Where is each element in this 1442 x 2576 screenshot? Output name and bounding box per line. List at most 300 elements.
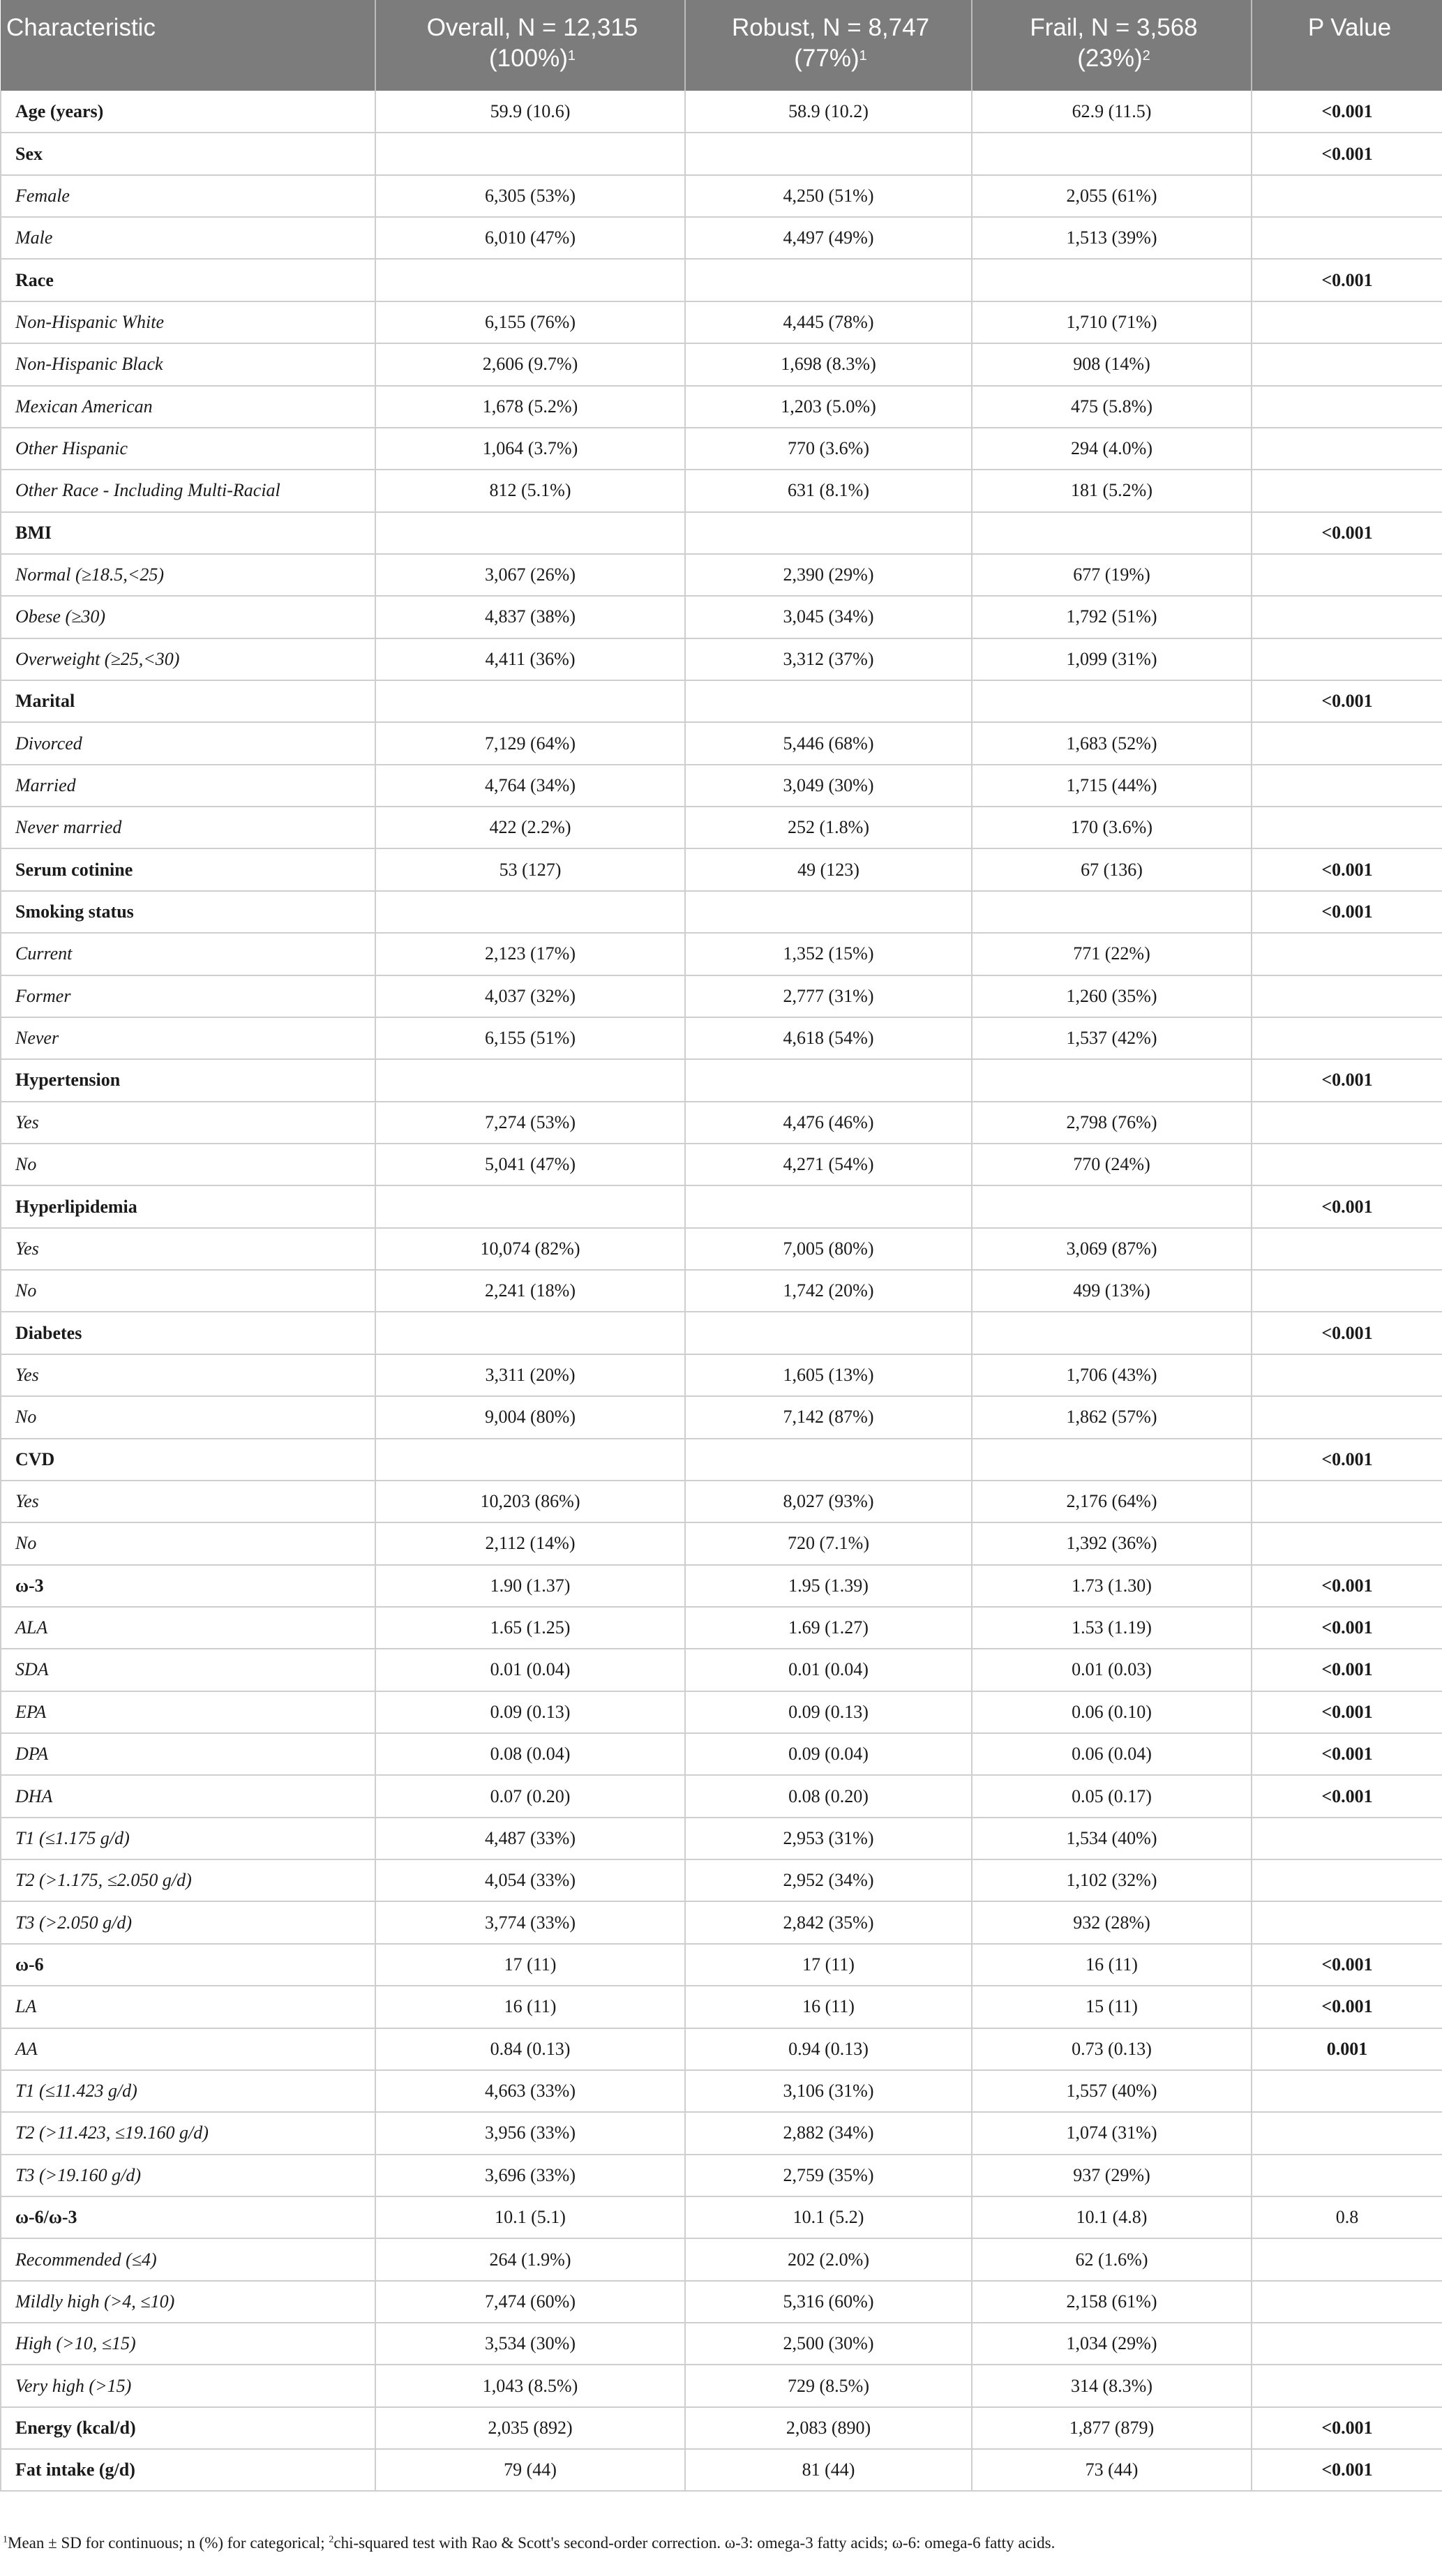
- cell-robust: 1,203 (5.0%): [685, 386, 972, 428]
- table-row: [1, 2281, 1442, 2323]
- cell-pvalue: <0.001: [1252, 1439, 1442, 1481]
- table-row: [1, 1607, 1442, 1649]
- cell-robust: [685, 1185, 972, 1227]
- row-label: Non-Hispanic Black: [1, 343, 375, 385]
- cell-overall: [375, 1439, 685, 1481]
- cell-frail: [972, 512, 1252, 554]
- cell-frail: [972, 133, 1252, 174]
- cell-robust: 2,777 (31%): [685, 975, 972, 1017]
- table-row: [1, 301, 1442, 343]
- row-label: Yes: [1, 1481, 375, 1522]
- cell-frail: 1,513 (39%): [972, 217, 1252, 259]
- row-label: Yes: [1, 1102, 375, 1144]
- cell-pvalue: <0.001: [1252, 259, 1442, 301]
- cell-overall: 4,764 (34%): [375, 765, 685, 807]
- table-row: [1, 765, 1442, 807]
- cell-robust: 2,842 (35%): [685, 1901, 972, 1943]
- table-row: [1, 1144, 1442, 1185]
- row-label: ω-3: [1, 1565, 375, 1607]
- row-label: No: [1, 1270, 375, 1312]
- table-row: [1, 386, 1442, 428]
- cell-pvalue: 0.001: [1252, 2028, 1442, 2070]
- table-row: [1, 2323, 1442, 2365]
- cell-overall: 4,054 (33%): [375, 1859, 685, 1901]
- cell-robust: 720 (7.1%): [685, 1522, 972, 1564]
- cell-overall: 6,155 (51%): [375, 1017, 685, 1059]
- cell-overall: 3,534 (30%): [375, 2323, 685, 2365]
- cell-robust: 2,759 (35%): [685, 2155, 972, 2196]
- cell-robust: 3,049 (30%): [685, 765, 972, 807]
- cell-pvalue: <0.001: [1252, 1059, 1442, 1101]
- row-label: DPA: [1, 1733, 375, 1775]
- row-label: BMI: [1, 512, 375, 554]
- cell-frail: [972, 1312, 1252, 1354]
- table-row: [1, 1312, 1442, 1354]
- cell-robust: 1.69 (1.27): [685, 1607, 972, 1649]
- cell-frail: 1,260 (35%): [972, 975, 1252, 1017]
- table-row: [1, 512, 1442, 554]
- row-label: Yes: [1, 1228, 375, 1270]
- cell-frail: [972, 1185, 1252, 1227]
- table-row: [1, 680, 1442, 722]
- cell-robust: 4,497 (49%): [685, 217, 972, 259]
- cell-frail: 2,158 (61%): [972, 2281, 1252, 2323]
- row-label: DHA: [1, 1775, 375, 1817]
- cell-pvalue: [1252, 2155, 1442, 2196]
- cell-frail: 181 (5.2%): [972, 470, 1252, 511]
- cell-overall: 10,203 (86%): [375, 1481, 685, 1522]
- table-row: [1, 259, 1442, 301]
- cell-frail: 73 (44): [972, 2449, 1252, 2491]
- cell-pvalue: <0.001: [1252, 848, 1442, 890]
- cell-frail: 677 (19%): [972, 554, 1252, 596]
- cell-frail: 0.01 (0.03): [972, 1649, 1252, 1691]
- cell-overall: 9,004 (80%): [375, 1396, 685, 1438]
- cell-frail: 2,798 (76%): [972, 1102, 1252, 1144]
- cell-overall: [375, 259, 685, 301]
- cell-frail: 1,534 (40%): [972, 1818, 1252, 1859]
- row-label: Hyperlipidemia: [1, 1185, 375, 1227]
- header-frail-sup: 2: [1142, 48, 1150, 63]
- row-label: AA: [1, 2028, 375, 2070]
- table-row: [1, 638, 1442, 680]
- cell-frail: 1.53 (1.19): [972, 1607, 1252, 1649]
- cell-pvalue: [1252, 933, 1442, 975]
- row-label: Race: [1, 259, 375, 301]
- cell-overall: 422 (2.2%): [375, 807, 685, 848]
- table-row: [1, 470, 1442, 511]
- header-robust: [685, 0, 972, 91]
- cell-frail: 0.06 (0.04): [972, 1733, 1252, 1775]
- cell-pvalue: [1252, 386, 1442, 428]
- cell-overall: 10.1 (5.1): [375, 2196, 685, 2238]
- row-label: Recommended (≤4): [1, 2238, 375, 2280]
- cell-overall: 2,035 (892): [375, 2407, 685, 2449]
- row-label: Overweight (≥25,<30): [1, 638, 375, 680]
- cell-overall: 7,474 (60%): [375, 2281, 685, 2323]
- row-label: LA: [1, 1986, 375, 2028]
- table-row: [1, 1944, 1442, 1986]
- cell-robust: [685, 512, 972, 554]
- cell-pvalue: [1252, 1522, 1442, 1564]
- cell-pvalue: [1252, 175, 1442, 217]
- table-row: [1, 1102, 1442, 1144]
- table-row: [1, 2112, 1442, 2154]
- cell-robust: 0.08 (0.20): [685, 1775, 972, 1817]
- row-label: Never: [1, 1017, 375, 1059]
- cell-robust: [685, 1059, 972, 1101]
- cell-overall: 2,606 (9.7%): [375, 343, 685, 385]
- table-row: [1, 2028, 1442, 2070]
- row-label: Normal (≥18.5,<25): [1, 554, 375, 596]
- cell-pvalue: [1252, 1818, 1442, 1859]
- table-row: [1, 596, 1442, 638]
- cell-robust: 1,698 (8.3%): [685, 343, 972, 385]
- row-label: Serum cotinine: [1, 848, 375, 890]
- cell-pvalue: [1252, 2281, 1442, 2323]
- cell-frail: [972, 259, 1252, 301]
- table-row: [1, 2238, 1442, 2280]
- row-label: Other Hispanic: [1, 428, 375, 470]
- cell-frail: 1,683 (52%): [972, 722, 1252, 764]
- table-row: [1, 1439, 1442, 1481]
- cell-robust: 7,142 (87%): [685, 1396, 972, 1438]
- cell-robust: 3,045 (34%): [685, 596, 972, 638]
- table-row: [1, 1354, 1442, 1396]
- cell-overall: 3,774 (33%): [375, 1901, 685, 1943]
- table-row: [1, 933, 1442, 975]
- cell-robust: 4,250 (51%): [685, 175, 972, 217]
- cell-overall: 0.84 (0.13): [375, 2028, 685, 2070]
- row-label: T1 (≤11.423 g/d): [1, 2070, 375, 2112]
- cell-overall: 17 (11): [375, 1944, 685, 1986]
- cell-pvalue: <0.001: [1252, 1944, 1442, 1986]
- cell-overall: 4,487 (33%): [375, 1818, 685, 1859]
- cell-overall: 1,678 (5.2%): [375, 386, 685, 428]
- cell-frail: 0.05 (0.17): [972, 1775, 1252, 1817]
- table-row: [1, 1775, 1442, 1817]
- cell-frail: 771 (22%): [972, 933, 1252, 975]
- row-label: T3 (>19.160 g/d): [1, 2155, 375, 2196]
- cell-frail: [972, 891, 1252, 933]
- table-row: [1, 1649, 1442, 1691]
- cell-overall: 7,274 (53%): [375, 1102, 685, 1144]
- cell-frail: 1,099 (31%): [972, 638, 1252, 680]
- cell-pvalue: <0.001: [1252, 91, 1442, 133]
- cell-overall: 264 (1.9%): [375, 2238, 685, 2280]
- cell-pvalue: [1252, 596, 1442, 638]
- cell-robust: 0.09 (0.13): [685, 1691, 972, 1733]
- table-row: [1, 891, 1442, 933]
- row-label: Non-Hispanic White: [1, 301, 375, 343]
- table-row: [1, 2155, 1442, 2196]
- cell-pvalue: [1252, 1270, 1442, 1312]
- header-overall: [375, 0, 685, 91]
- cell-robust: 3,106 (31%): [685, 2070, 972, 2112]
- row-label: Sex: [1, 133, 375, 174]
- cell-robust: 17 (11): [685, 1944, 972, 1986]
- cell-frail: 314 (8.3%): [972, 2365, 1252, 2406]
- table-row: [1, 1059, 1442, 1101]
- row-label: Married: [1, 765, 375, 807]
- row-label: Divorced: [1, 722, 375, 764]
- footnote-sup1: 1: [3, 2534, 8, 2545]
- cell-robust: 1,352 (15%): [685, 933, 972, 975]
- row-label: Female: [1, 175, 375, 217]
- cell-frail: 10.1 (4.8): [972, 2196, 1252, 2238]
- cell-overall: 59.9 (10.6): [375, 91, 685, 133]
- cell-frail: 0.73 (0.13): [972, 2028, 1252, 2070]
- cell-robust: 2,083 (890): [685, 2407, 972, 2449]
- cell-pvalue: <0.001: [1252, 1607, 1442, 1649]
- cell-overall: 3,067 (26%): [375, 554, 685, 596]
- table-row: [1, 2070, 1442, 2112]
- table-row: [1, 1270, 1442, 1312]
- cell-robust: 8,027 (93%): [685, 1481, 972, 1522]
- row-label: T1 (≤1.175 g/d): [1, 1818, 375, 1859]
- cell-overall: 0.07 (0.20): [375, 1775, 685, 1817]
- header-overall-line1: Overall, N = 12,315: [426, 14, 638, 41]
- cell-overall: 3,956 (33%): [375, 2112, 685, 2154]
- row-label: Mexican American: [1, 386, 375, 428]
- table-row: [1, 2407, 1442, 2449]
- table-body: [1, 91, 1442, 2491]
- cell-pvalue: [1252, 1017, 1442, 1059]
- row-label: T2 (>1.175, ≤2.050 g/d): [1, 1859, 375, 1901]
- cell-frail: 1,537 (42%): [972, 1017, 1252, 1059]
- cell-pvalue: <0.001: [1252, 133, 1442, 174]
- cell-pvalue: <0.001: [1252, 1691, 1442, 1733]
- cell-robust: 5,316 (60%): [685, 2281, 972, 2323]
- table-row: [1, 722, 1442, 764]
- row-label: Diabetes: [1, 1312, 375, 1354]
- cell-frail: 770 (24%): [972, 1144, 1252, 1185]
- row-label: Marital: [1, 680, 375, 722]
- row-label: T3 (>2.050 g/d): [1, 1901, 375, 1943]
- cell-frail: 1,706 (43%): [972, 1354, 1252, 1396]
- header-frail: [972, 0, 1252, 91]
- cell-overall: 4,411 (36%): [375, 638, 685, 680]
- cell-overall: 10,074 (82%): [375, 1228, 685, 1270]
- row-label: Energy (kcal/d): [1, 2407, 375, 2449]
- row-label: High (>10, ≤15): [1, 2323, 375, 2365]
- cell-pvalue: [1252, 2238, 1442, 2280]
- cell-robust: 2,882 (34%): [685, 2112, 972, 2154]
- table-row: [1, 1901, 1442, 1943]
- cell-robust: 3,312 (37%): [685, 638, 972, 680]
- cell-overall: 1,043 (8.5%): [375, 2365, 685, 2406]
- cell-pvalue: [1252, 428, 1442, 470]
- cell-pvalue: [1252, 722, 1442, 764]
- cell-frail: 1,557 (40%): [972, 2070, 1252, 2112]
- cell-robust: 2,500 (30%): [685, 2323, 972, 2365]
- cell-overall: 2,241 (18%): [375, 1270, 685, 1312]
- cell-pvalue: [1252, 2070, 1442, 2112]
- table-row: [1, 1017, 1442, 1059]
- cell-overall: 3,311 (20%): [375, 1354, 685, 1396]
- table-row: [1, 554, 1442, 596]
- cell-pvalue: [1252, 2112, 1442, 2154]
- table-row: [1, 1228, 1442, 1270]
- cell-pvalue: <0.001: [1252, 1986, 1442, 2028]
- row-label: Age (years): [1, 91, 375, 133]
- cell-overall: [375, 133, 685, 174]
- table-row: [1, 1691, 1442, 1733]
- cell-overall: 0.01 (0.04): [375, 1649, 685, 1691]
- table-row: [1, 133, 1442, 174]
- row-label: Current: [1, 933, 375, 975]
- cell-frail: 499 (13%): [972, 1270, 1252, 1312]
- table-row: [1, 217, 1442, 259]
- cell-pvalue: [1252, 1228, 1442, 1270]
- table-row: [1, 428, 1442, 470]
- cell-pvalue: <0.001: [1252, 891, 1442, 933]
- cell-pvalue: [1252, 1901, 1442, 1943]
- cell-pvalue: [1252, 638, 1442, 680]
- table-row: [1, 1481, 1442, 1522]
- table-row: [1, 807, 1442, 848]
- cell-robust: 2,953 (31%): [685, 1818, 972, 1859]
- cell-pvalue: <0.001: [1252, 1565, 1442, 1607]
- header-frail-line2: (23%): [1077, 45, 1143, 72]
- row-label: ALA: [1, 1607, 375, 1649]
- cell-overall: [375, 891, 685, 933]
- cell-pvalue: <0.001: [1252, 1312, 1442, 1354]
- cell-pvalue: [1252, 807, 1442, 848]
- cell-frail: 1.73 (1.30): [972, 1565, 1252, 1607]
- cell-pvalue: [1252, 765, 1442, 807]
- table-row: [1, 1859, 1442, 1901]
- cell-frail: [972, 1059, 1252, 1101]
- table-header: [1, 0, 1442, 91]
- cell-frail: 170 (3.6%): [972, 807, 1252, 848]
- table-row: [1, 91, 1442, 133]
- cell-pvalue: <0.001: [1252, 512, 1442, 554]
- table-row: [1, 175, 1442, 217]
- cell-robust: [685, 680, 972, 722]
- cell-frail: 1,074 (31%): [972, 2112, 1252, 2154]
- row-label: ω-6: [1, 1944, 375, 1986]
- cell-overall: 5,041 (47%): [375, 1144, 685, 1185]
- cell-overall: 0.09 (0.13): [375, 1691, 685, 1733]
- cell-overall: [375, 1185, 685, 1227]
- cell-pvalue: [1252, 975, 1442, 1017]
- header-overall-line2: (100%): [489, 45, 568, 72]
- cell-overall: [375, 1059, 685, 1101]
- cell-frail: 2,176 (64%): [972, 1481, 1252, 1522]
- header-overall-sup: 1: [567, 48, 576, 63]
- cell-overall: 53 (127): [375, 848, 685, 890]
- cell-robust: 1.95 (1.39): [685, 1565, 972, 1607]
- cell-frail: 1,877 (879): [972, 2407, 1252, 2449]
- cell-overall: 0.08 (0.04): [375, 1733, 685, 1775]
- cell-frail: 475 (5.8%): [972, 386, 1252, 428]
- cell-overall: 6,010 (47%): [375, 217, 685, 259]
- table-row: [1, 2196, 1442, 2238]
- cell-overall: 3,696 (33%): [375, 2155, 685, 2196]
- cell-pvalue: <0.001: [1252, 1185, 1442, 1227]
- cell-robust: [685, 1312, 972, 1354]
- table-row: [1, 343, 1442, 385]
- row-label: SDA: [1, 1649, 375, 1691]
- cell-pvalue: [1252, 1859, 1442, 1901]
- cell-overall: 4,037 (32%): [375, 975, 685, 1017]
- cell-frail: 0.06 (0.10): [972, 1691, 1252, 1733]
- cell-robust: 0.01 (0.04): [685, 1649, 972, 1691]
- cell-robust: 16 (11): [685, 1986, 972, 2028]
- table-row: [1, 1565, 1442, 1607]
- cell-pvalue: <0.001: [1252, 1733, 1442, 1775]
- cell-overall: [375, 1312, 685, 1354]
- row-label: Fat intake (g/d): [1, 2449, 375, 2491]
- cell-pvalue: <0.001: [1252, 1775, 1442, 1817]
- cell-robust: 0.94 (0.13): [685, 2028, 972, 2070]
- header-characteristic: Characteristic: [1, 0, 375, 91]
- cell-pvalue: [1252, 554, 1442, 596]
- cell-frail: 3,069 (87%): [972, 1228, 1252, 1270]
- cell-overall: 1,064 (3.7%): [375, 428, 685, 470]
- row-label: EPA: [1, 1691, 375, 1733]
- cell-pvalue: [1252, 1481, 1442, 1522]
- cell-robust: 2,952 (34%): [685, 1859, 972, 1901]
- footnote-text2: chi-squared test with Rao & Scott's second-order correction. ω-3: omega-3 fatty acids; ω-6: omega-6 fatty acids.: [333, 2534, 1056, 2552]
- cell-pvalue: <0.001: [1252, 1649, 1442, 1691]
- row-label: No: [1, 1396, 375, 1438]
- header-robust-sup: 1: [859, 48, 867, 63]
- table-row: [1, 1396, 1442, 1438]
- cell-robust: 202 (2.0%): [685, 2238, 972, 2280]
- table-row: [1, 848, 1442, 890]
- cell-robust: 2,390 (29%): [685, 554, 972, 596]
- row-label: CVD: [1, 1439, 375, 1481]
- cell-overall: 7,129 (64%): [375, 722, 685, 764]
- cell-overall: [375, 680, 685, 722]
- header-frail-line1: Frail, N = 3,568: [1030, 14, 1198, 41]
- row-label: Other Race - Including Multi-Racial: [1, 470, 375, 511]
- cell-robust: 5,446 (68%): [685, 722, 972, 764]
- table-footnote: [3, 2534, 1055, 2552]
- footnote-text1: Mean ± SD for continuous; n (%) for categorical;: [8, 2534, 329, 2552]
- cell-frail: 62 (1.6%): [972, 2238, 1252, 2280]
- cell-pvalue: [1252, 301, 1442, 343]
- row-label: ω-6/ω-3: [1, 2196, 375, 2238]
- cell-pvalue: [1252, 343, 1442, 385]
- cell-robust: 10.1 (5.2): [685, 2196, 972, 2238]
- cell-pvalue: <0.001: [1252, 2407, 1442, 2449]
- table-row: [1, 1522, 1442, 1564]
- cell-robust: 7,005 (80%): [685, 1228, 972, 1270]
- cell-overall: 1.90 (1.37): [375, 1565, 685, 1607]
- cell-pvalue: [1252, 470, 1442, 511]
- cell-overall: 2,112 (14%): [375, 1522, 685, 1564]
- cell-overall: 79 (44): [375, 2449, 685, 2491]
- cell-robust: 4,618 (54%): [685, 1017, 972, 1059]
- cell-robust: [685, 891, 972, 933]
- cell-pvalue: <0.001: [1252, 2449, 1442, 2491]
- cell-frail: 15 (11): [972, 1986, 1252, 2028]
- cell-frail: 62.9 (11.5): [972, 91, 1252, 133]
- cell-pvalue: [1252, 1102, 1442, 1144]
- row-label: Mildly high (>4, ≤10): [1, 2281, 375, 2323]
- cell-frail: 932 (28%): [972, 1901, 1252, 1943]
- cell-robust: 729 (8.5%): [685, 2365, 972, 2406]
- cell-overall: 4,663 (33%): [375, 2070, 685, 2112]
- cell-frail: 16 (11): [972, 1944, 1252, 1986]
- cell-overall: 1.65 (1.25): [375, 1607, 685, 1649]
- header-robust-line2: (77%): [794, 45, 859, 72]
- cell-robust: 631 (8.1%): [685, 470, 972, 511]
- cell-pvalue: [1252, 1144, 1442, 1185]
